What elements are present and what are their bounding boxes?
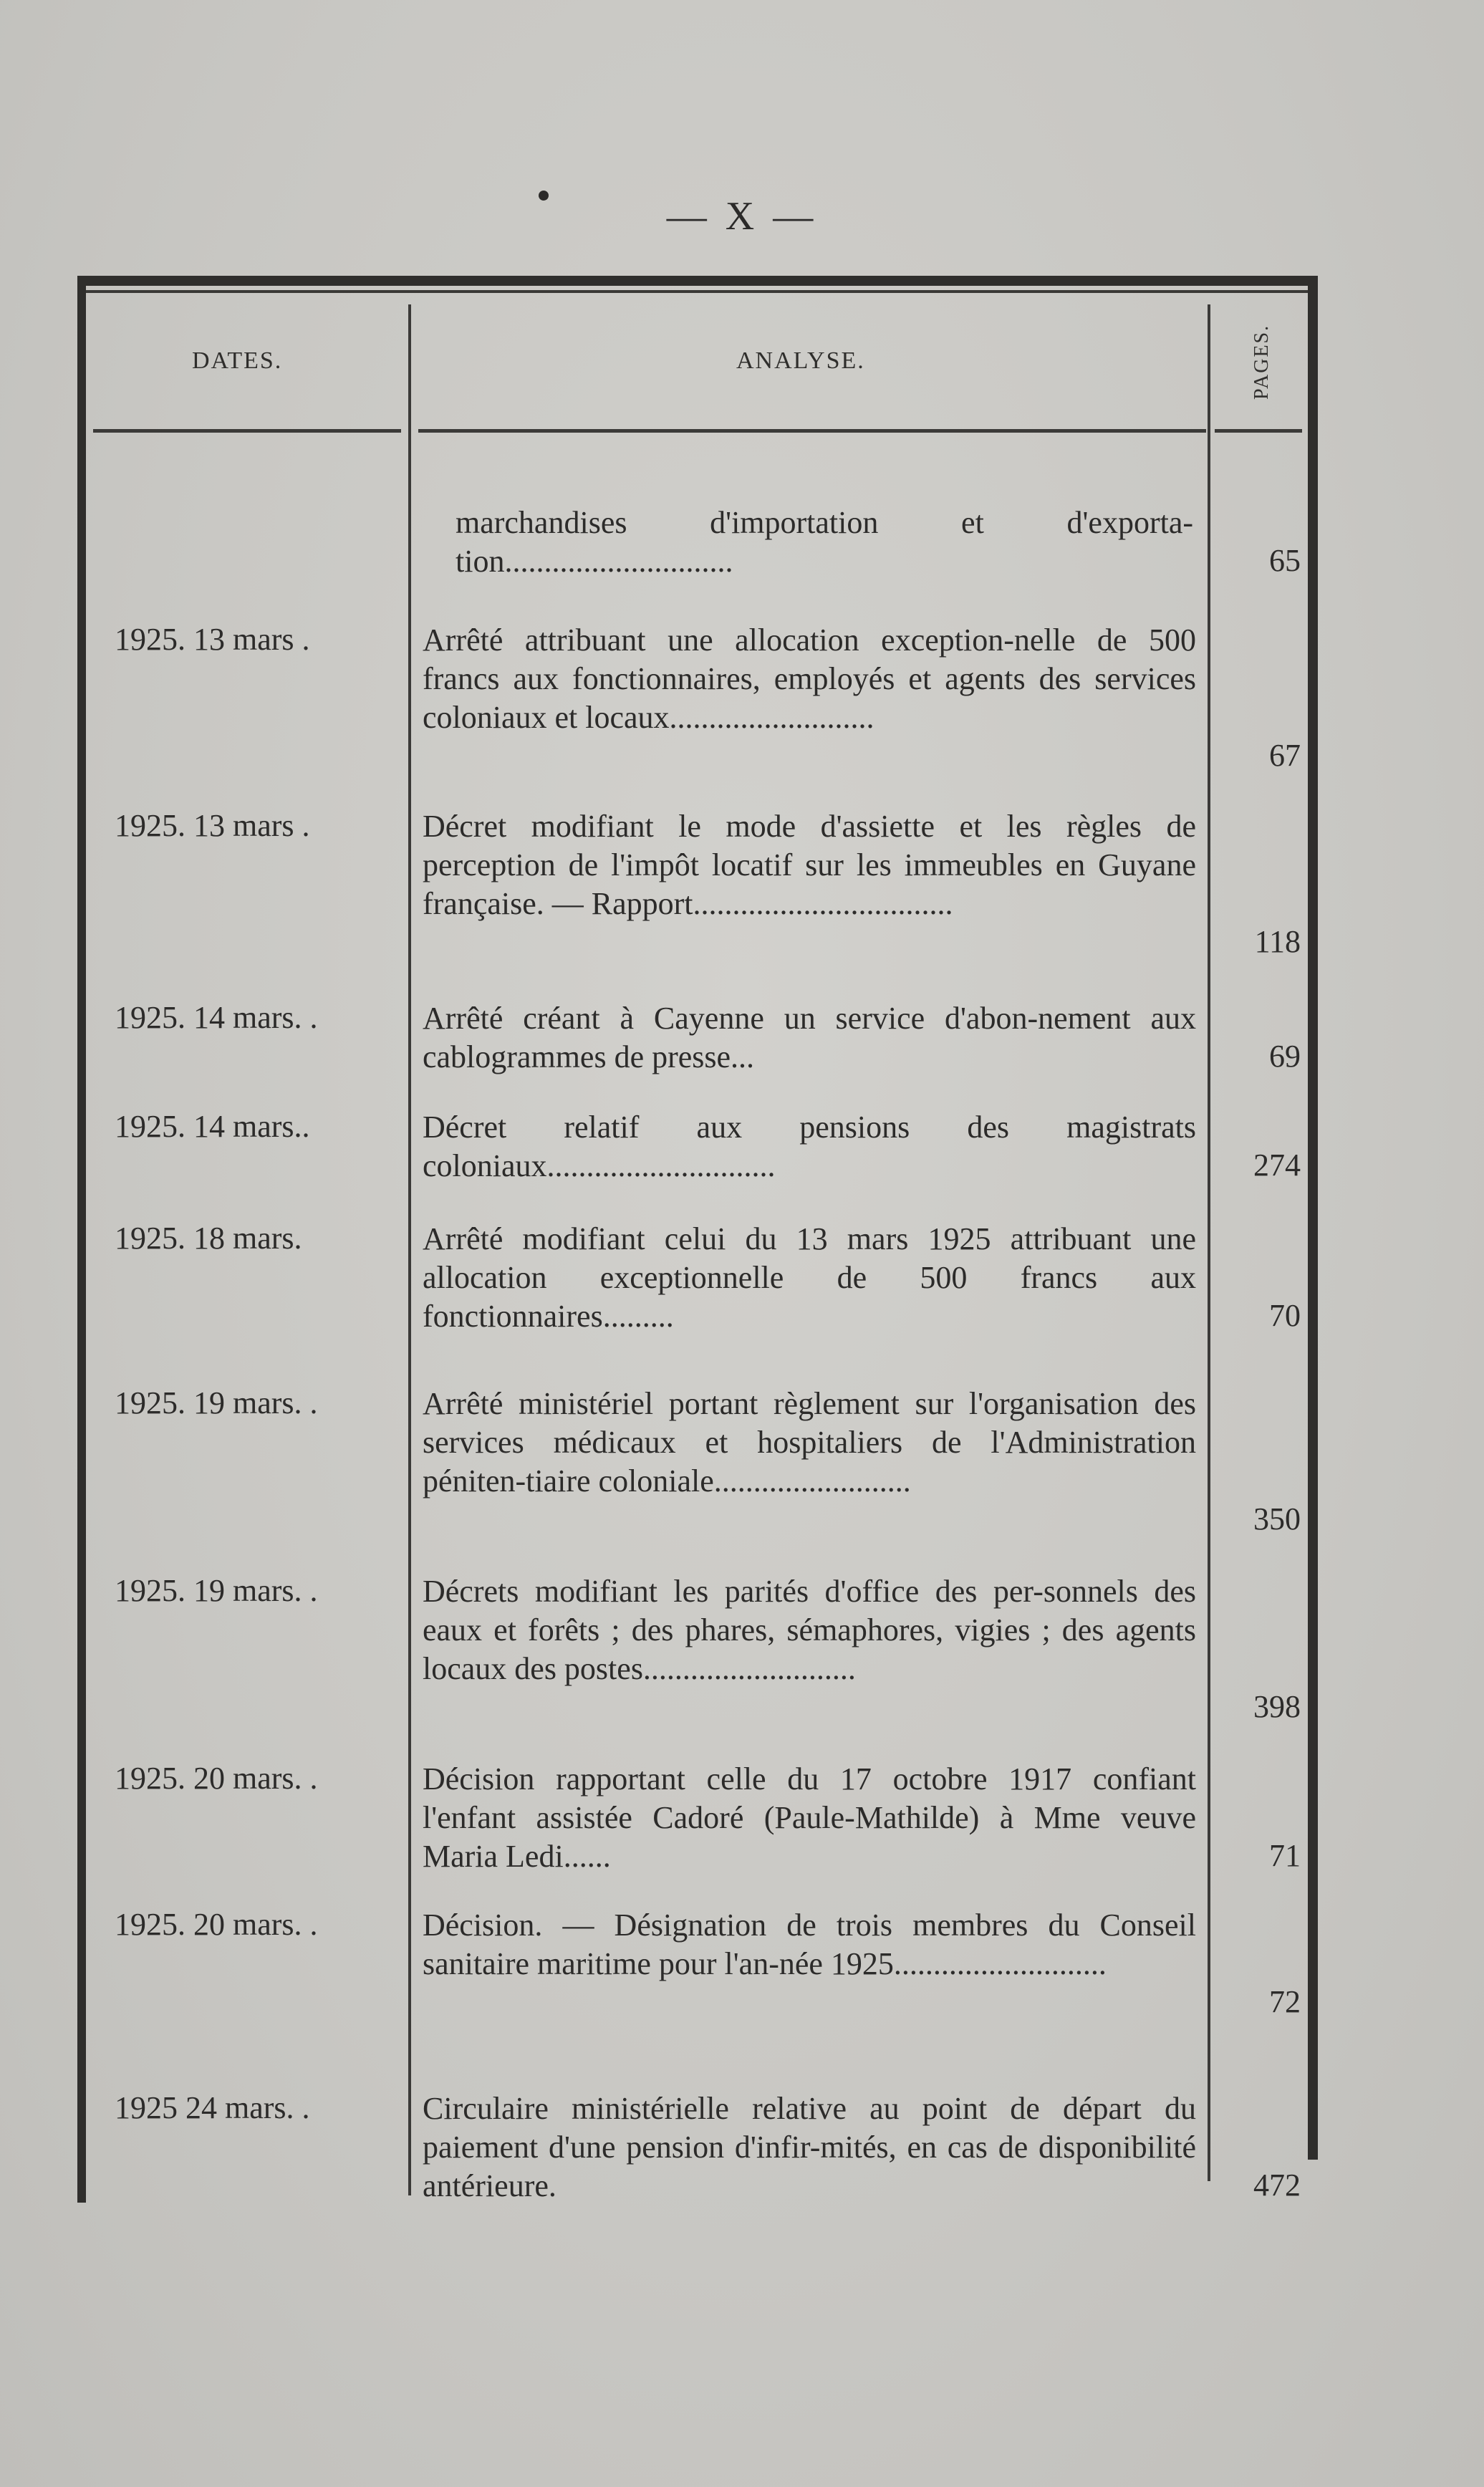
top-rule — [77, 276, 1309, 286]
entry-page: 69 — [1269, 1039, 1301, 1074]
left-border — [77, 276, 86, 2203]
entry-analysis: Décret modifiant le mode d'assiette et les règles de perception de l'impôt locatif sur les immeubles en Guyane française. — Rapport................................. — [423, 809, 1196, 921]
column-header-dates: DATES. — [192, 347, 283, 374]
continuation-page: 65 — [1269, 543, 1301, 578]
continuation-text: marchandises d'importation et d'exporta-tion............................. — [456, 505, 1193, 579]
entry-date: 1925. 19 mars. . — [115, 1385, 318, 1420]
entry-date: 1925. 13 mars . — [115, 808, 310, 843]
entry-analysis: Décrets modifiant les parités d'office des per-sonnels des eaux et forêts ; des phares, sémaphores, vigies ; des agents locaux des postes........................... — [423, 1574, 1196, 1686]
header-underline-analyse — [418, 429, 1206, 433]
column-separator-dates — [408, 304, 411, 2195]
column-header-pages: PAGES. — [1251, 324, 1273, 400]
top-rule-thin — [77, 290, 1309, 293]
entry-analysis: Décision. — Désignation de trois membres du Conseil sanitaire maritime pour l'an-née 1925........................... — [423, 1908, 1196, 1981]
entry-page: 70 — [1269, 1298, 1301, 1333]
column-separator-pages — [1208, 304, 1210, 2181]
entry-page: 72 — [1269, 1984, 1301, 2019]
column-header-analyse: ANALYSE. — [736, 347, 865, 374]
entry-date: 1925. 14 mars. . — [115, 1000, 318, 1035]
entry-date: 1925. 14 mars.. — [115, 1109, 310, 1144]
entry-page: 472 — [1253, 2168, 1301, 2203]
entry-analysis: Décision rapportant celle du 17 octobre 1917 confiant l'enfant assistée Cadoré (Paule-Mathilde) à Mme veuve Maria Ledi...... — [423, 1761, 1196, 1874]
entry-date: 1925. 20 mars. . — [115, 1761, 318, 1796]
entry-page: 67 — [1269, 738, 1301, 773]
entry-date: 1925 24 mars. . — [115, 2090, 310, 2125]
entry-analysis: Arrêté ministériel portant règlement sur l'organisation des services médicaux et hospitaliers de l'Administration péniten-tiaire coloniale......................... — [423, 1386, 1196, 1499]
entry-date: 1925. 19 mars. . — [115, 1573, 318, 1608]
entry-analysis: Arrêté créant à Cayenne un service d'abon-nement aux cablogrammes de presse... — [423, 1001, 1196, 1074]
entry-page: 398 — [1253, 1689, 1301, 1724]
header-underline-dates — [93, 429, 401, 433]
entry-analysis: Arrêté attribuant une allocation exception-nelle de 500 francs aux fonctionnaires, employés et agents des services coloniaux et locaux.......................... — [423, 622, 1196, 735]
entry-page: 71 — [1269, 1838, 1301, 1873]
entry-page: 118 — [1254, 924, 1301, 959]
header-underline-pages — [1215, 429, 1302, 433]
entry-date: 1925. 13 mars . — [115, 622, 310, 657]
entry-analysis: Circulaire ministérielle relative au point de départ du paiement d'une pension d'infir-mités, en cas de disponibilité antérieure. — [423, 2091, 1196, 2203]
entry-date: 1925. 18 mars. — [115, 1221, 302, 1256]
index-table — [77, 276, 1309, 2203]
entry-page: 274 — [1253, 1148, 1301, 1183]
page-number-header: — X — — [666, 194, 818, 239]
entry-analysis: Décret relatif aux pensions des magistrats coloniaux............................. — [423, 1110, 1196, 1183]
entry-page: 350 — [1253, 1501, 1301, 1536]
right-border — [1308, 276, 1318, 2160]
entry-date: 1925. 20 mars. . — [115, 1907, 318, 1942]
entry-analysis: Arrêté modifiant celui du 13 mars 1925 attribuant une allocation exceptionnelle de 500 francs aux fonctionnaires......... — [423, 1221, 1196, 1334]
